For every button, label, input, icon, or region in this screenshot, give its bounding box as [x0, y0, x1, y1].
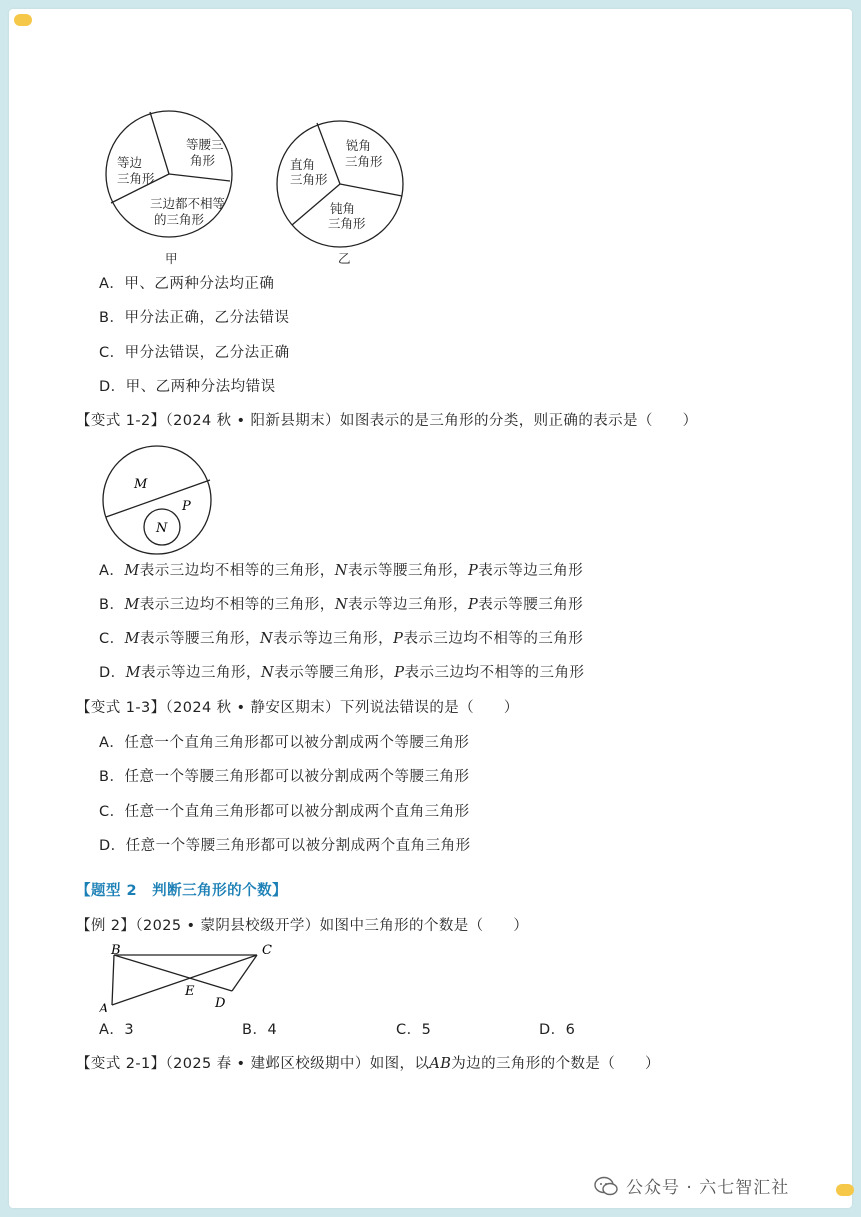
yi-sector-2-line-2: 三角形: [290, 172, 328, 187]
jia-sector-3-line-1: 三边都不相等: [150, 196, 226, 211]
jia-sector-1-line-1: 等腰三: [186, 137, 224, 152]
wechat-icon: [594, 1176, 618, 1196]
yi-sector-3-line-2: 三角形: [328, 216, 366, 231]
wechat-watermark: [594, 1173, 789, 1198]
label-m: M: [134, 477, 148, 492]
q3-option-c: C．任意一个直角三角形都可以被分割成两个直角三角形: [99, 804, 470, 820]
jia-caption: 甲: [165, 251, 178, 266]
q4-option-d: D．6: [539, 1022, 576, 1038]
pie-jia: [106, 111, 232, 266]
jia-sector-2-line-1: 等边: [117, 155, 143, 170]
q3-stem: 【变式 1-3】（2024 秋 • 静安区期末）下列说法错误的是（ ）: [76, 700, 519, 716]
corner-decoration-icon: [836, 1184, 854, 1196]
label-p: P: [182, 499, 191, 514]
label-n: N: [156, 521, 168, 536]
point-e: E: [185, 984, 195, 999]
q3-option-b: B．任意一个等腰三角形都可以被分割成两个等腰三角形: [99, 769, 470, 785]
point-a: A: [99, 1002, 109, 1012]
q2-option-d: D．M表示等边三角形，N表示等腰三角形，P表示三边均不相等的三角形: [99, 665, 585, 681]
point-c: C: [262, 943, 272, 958]
jia-sector-2-line-2: 三角形: [117, 171, 155, 186]
yi-sector-3-line-1: 钝角: [330, 201, 356, 216]
q4-option-c: C．5: [396, 1022, 432, 1038]
jia-sector-3-line-2: 的三角形: [154, 212, 205, 227]
q4-stem: 【例 2】（2025 • 蒙阴县校级开学）如图中三角形的个数是（ ）: [76, 918, 529, 934]
section-heading: 【题型 2 判断三角形的个数】: [76, 883, 288, 899]
q1-option-a: A．甲、乙两种分法均正确: [99, 276, 275, 292]
q2-option-c: C．M表示等腰三角形，N表示等边三角形，P表示三边均不相等的三角形: [99, 631, 584, 647]
jia-sector-1-line-2: 角形: [190, 153, 216, 168]
q3-option-d: D．任意一个等腰三角形都可以被分割成两个直角三角形: [99, 838, 471, 854]
mnp-classification-figure: [94, 444, 224, 556]
pie-yi: [277, 121, 403, 266]
q1-option-b: B．甲分法正确，乙分法错误: [99, 310, 290, 326]
document-page: [9, 9, 852, 1208]
classification-pies-figure: [94, 109, 414, 269]
q5-stem: 【变式 2-1】（2025 春 • 建邺区校级期中）如图，以AB为边的三角形的个数是（ ）: [76, 1056, 660, 1072]
q4-option-b: B．4: [242, 1022, 278, 1038]
q4-option-a: A．3: [99, 1022, 135, 1038]
point-b: B: [111, 943, 121, 958]
triangle-count-figure: [89, 937, 289, 1012]
q1-option-d: D．甲、乙两种分法均错误: [99, 379, 276, 395]
q2-option-b: B．M表示三边均不相等的三角形，N表示等边三角形，P表示等腰三角形: [99, 597, 584, 613]
yi-sector-2-line-1: 直角: [290, 157, 316, 172]
yi-sector-1-line-1: 锐角: [346, 138, 372, 153]
watermark-text: 公众号 · 六七智汇社: [626, 1178, 790, 1198]
q2-stem: 【变式 1-2】（2024 秋 • 阳新县期末）如图表示的是三角形的分类，则正确的表示是（ ）: [76, 413, 698, 429]
yi-sector-1-line-2: 三角形: [345, 154, 383, 169]
point-d: D: [215, 996, 226, 1011]
q1-option-c: C．甲分法错误，乙分法正确: [99, 345, 290, 361]
q2-option-a: A．M表示三边均不相等的三角形，N表示等腰三角形，P表示等边三角形: [99, 563, 584, 579]
corner-decoration-icon: [14, 14, 32, 26]
yi-caption: 乙: [338, 251, 351, 266]
q3-option-a: A．任意一个直角三角形都可以被分割成两个等腰三角形: [99, 735, 470, 751]
